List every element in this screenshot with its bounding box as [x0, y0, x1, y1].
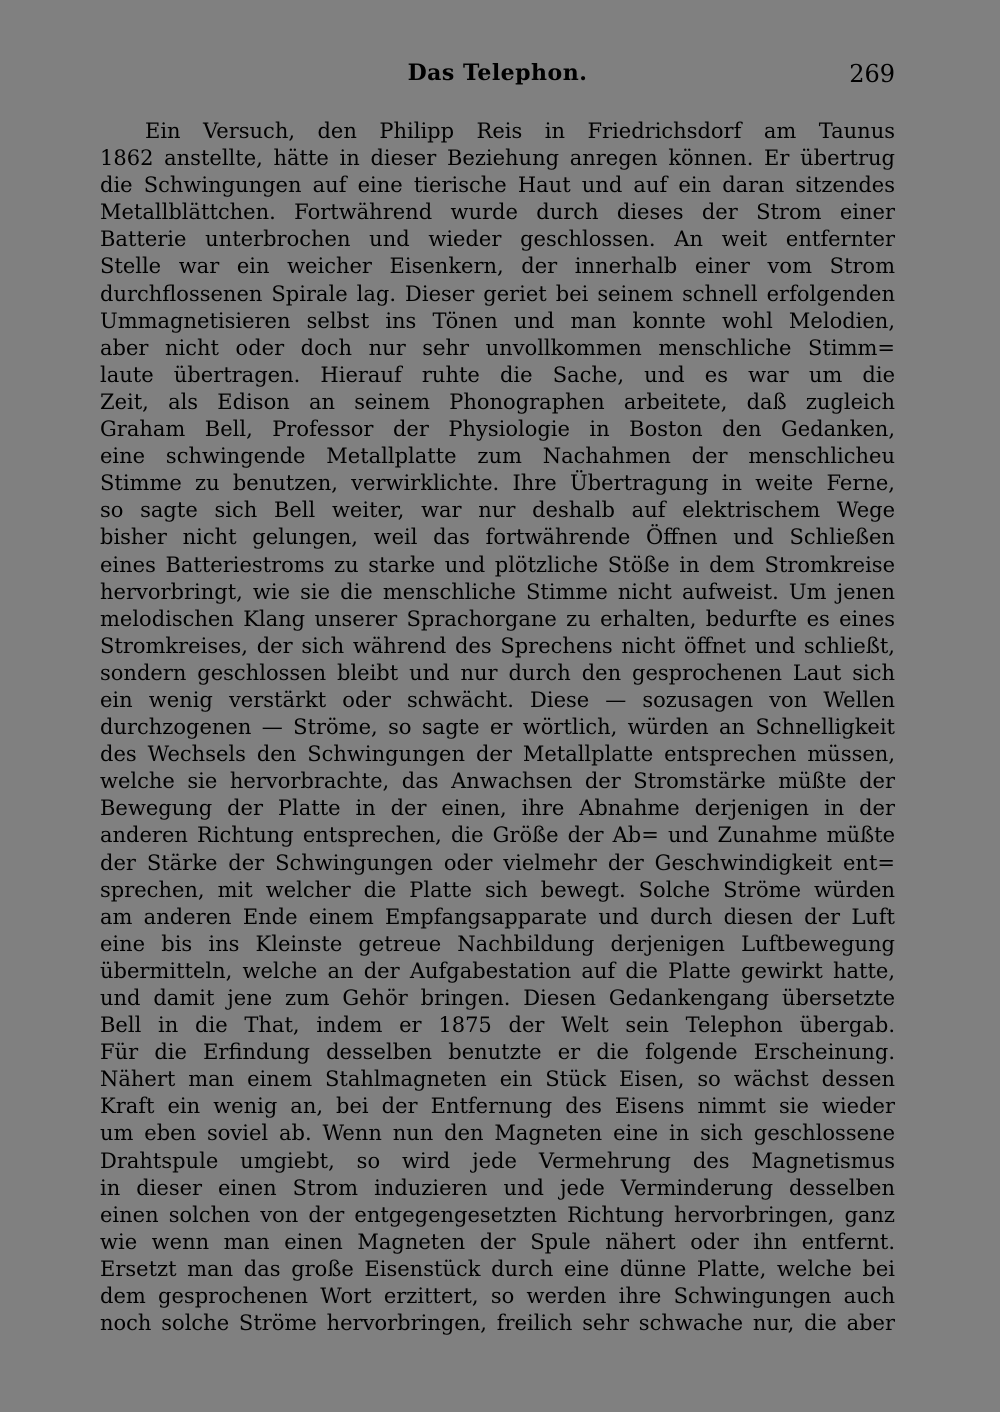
text-line: ein wenig verstärkt oder schwächt. Diese — sozusagen von Wellen: [100, 687, 895, 712]
text-line: Drahtspule umgiebt, so wird jede Vermehrung des Magnetismus: [100, 1148, 895, 1173]
text-line: dem gesprochenen Wort erzittert, so werden ihre Schwingungen auch: [100, 1284, 895, 1309]
body-text: [100, 118, 895, 1337]
text-line: Stimme zu benutzen, verwirklichte. Ihre Übertragung in weite Ferne,: [100, 471, 895, 496]
text-line: Ein Versuch, den Philipp Reis in Friedrichsdorf am Taunus: [145, 119, 895, 143]
text-line: durchzogenen — Ströme, so sagte er wörtlich, würden an Schnelligkeit: [100, 715, 895, 740]
text-line: sprechen, mit welcher die Platte sich bewegt. Solche Ströme würden: [100, 877, 895, 902]
text-line: Stelle war ein weicher Eisenkern, der innerhalb einer vom Strom: [100, 254, 895, 279]
text-line: die Schwingungen auf eine tierische Haut und auf ein daran sitzendes: [100, 173, 895, 198]
text-line: laute übertragen. Hierauf ruhte die Sache, und es war um die: [100, 362, 895, 387]
text-line: am anderen Ende einem Empfangsapparate und durch diesen der Luft: [100, 904, 895, 929]
text-line: noch solche Ströme hervorbringen, freilich sehr schwache nur, die aber: [100, 1311, 895, 1336]
text-line: eine bis ins Kleinste getreue Nachbildung derjenigen Luftbewegung: [100, 931, 895, 956]
text-line: Ersetzt man das große Eisenstück durch eine dünne Platte, welche bei: [100, 1256, 895, 1281]
text-line: des Wechsels den Schwingungen der Metallplatte entsprechen müssen,: [100, 742, 895, 767]
text-line: Zeit, als Edison an seinem Phonographen arbeitete, daß zugleich: [100, 389, 895, 414]
text-line: Bewegung der Platte in der einen, ihre Abnahme derjenigen in der: [100, 796, 895, 821]
text-line: so sagte sich Bell weiter, war nur deshalb auf elektrischem Wege: [100, 498, 895, 523]
text-line: hervorbringt, wie sie die menschliche Stimme nicht aufweist. Um jenen: [100, 579, 895, 604]
text-line: anderen Richtung entsprechen, die Größe der Ab= und Zunahme müßte: [100, 823, 895, 848]
text-line: wie wenn man einen Magneten der Spule nähert oder ihn entfernt.: [100, 1229, 895, 1254]
text-line: 1862 anstellte, hätte in dieser Beziehung anregen können. Er übertrug: [100, 146, 895, 171]
running-title: Das Telephon.: [407, 60, 588, 86]
text-line: melodischen Klang unserer Sprachorgane zu erhalten, bedurfte es eines: [100, 606, 895, 631]
text-line: Batterie unterbrochen und wieder geschlossen. An weit entfernter: [100, 227, 895, 252]
text-line: um eben soviel ab. Wenn nun den Magneten eine in sich geschlossene: [100, 1121, 895, 1146]
text-line: und damit jene zum Gehör bringen. Diesen Gedankengang übersetzte: [100, 986, 895, 1010]
text-line: Kraft ein wenig an, bei der Entfernung des Eisens nimmt sie wieder: [100, 1094, 895, 1119]
text-line: Für die Erfindung desselben benutzte er die folgende Erscheinung.: [100, 1040, 895, 1065]
page-number: 269: [849, 60, 895, 88]
text-line: eines Batteriestroms zu starke und plötzliche Stöße in dem Stromkreise: [100, 552, 895, 577]
text-line: übermitteln, welche an der Aufgabestation auf die Platte gewirkt hatte,: [100, 958, 895, 983]
text-line: Ummagnetisieren selbst ins Tönen und man konnte wohl Melodien,: [100, 308, 895, 333]
text-line: einen solchen von der entgegengesetzten Richtung hervorbringen, ganz: [100, 1202, 895, 1227]
text-line: Stromkreises, der sich während des Sprechens nicht öffnet und schließt,: [100, 633, 895, 658]
text-line: Metallblättchen. Fortwährend wurde durch dieses der Strom einer: [100, 200, 895, 225]
text-line: sondern geschlossen bleibt und nur durch den gesprochenen Laut sich: [100, 660, 895, 685]
page-header: [100, 60, 895, 96]
text-line: welche sie hervorbrachte, das Anwachsen der Stromstärke müßte der: [100, 769, 895, 794]
text-line: durchflossenen Spirale lag. Dieser geriet bei seinem schnell erfolgenden: [100, 281, 895, 306]
text-line: in dieser einen Strom induzieren und jede Verminderung desselben: [100, 1175, 895, 1200]
text-line: aber nicht oder doch nur sehr unvollkommen menschliche Stimm=: [100, 335, 895, 360]
text-line: Graham Bell, Professor der Physiologie in Boston den Gedanken,: [100, 417, 895, 442]
text-line: bisher nicht gelungen, weil das fortwährende Öffnen und Schließen: [100, 525, 895, 550]
text-line: Nähert man einem Stahlmagneten ein Stück Eisen, so wächst dessen: [100, 1067, 895, 1092]
text-line: Bell in die That, indem er 1875 der Welt sein Telephon übergab.: [100, 1013, 895, 1038]
text-line: der Stärke der Schwingungen oder vielmehr der Geschwindigkeit ent=: [100, 850, 895, 875]
text-line: eine schwingende Metallplatte zum Nachahmen der menschlicheu: [100, 444, 895, 469]
